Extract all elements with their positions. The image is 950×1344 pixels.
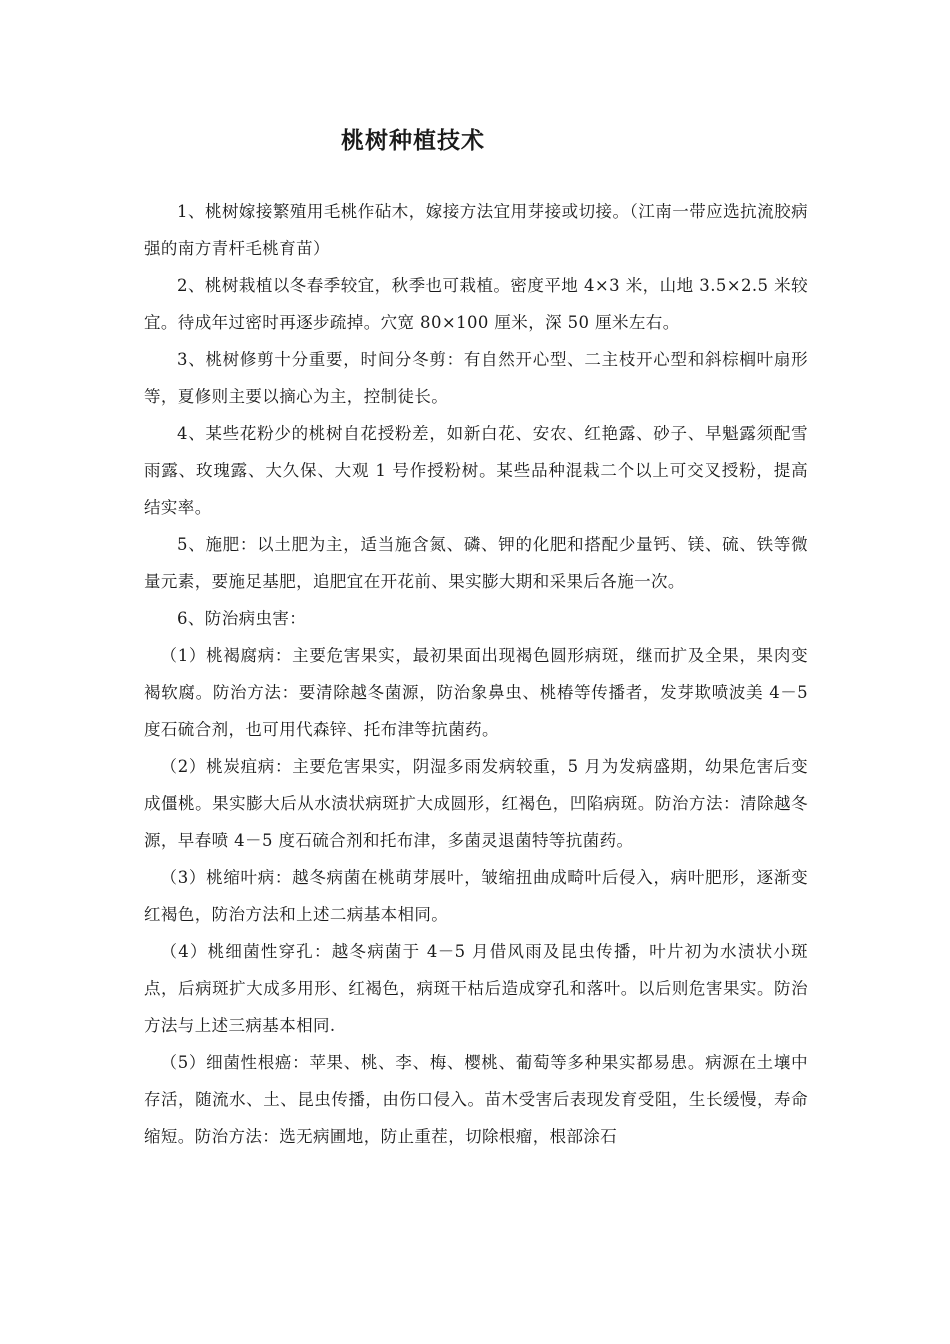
paragraph-pest-control-heading: 6、防治病虫害： bbox=[177, 609, 307, 628]
paragraph-planting: 2、桃树栽植以冬春季较宜，秋季也可栽植。密度平地 4×3 米，山地 3.5×2.5 米较宜。待成年过密时再逐步疏掉。穴宽 80×100 厘米，深 50 厘米左右。 bbox=[144, 276, 808, 332]
paragraph-brown-rot: （1）桃褐腐病：主要危害果实，最初果面出现褐色圆形病斑，继而扩及全果，果肉变褐软腐。防治方法：要清除越冬菌源，防治象鼻虫、桃椿等传播者，发芽欺喷波美 4－5 度石硫合剂，也可用代森锌、托布津等抗菌药。 bbox=[144, 646, 808, 739]
paragraph-grafting: 1、桃树嫁接繁殖用毛桃作砧木，嫁接方法宜用芽接或切接。（江南一带应选抗流胶病强的南方青杆毛桃育苗） bbox=[144, 202, 808, 258]
paragraph-anthracnose: （2）桃炭疽病：主要危害果实，阴湿多雨发病较重，5 月为发病盛期，幼果危害后变成僵桃。果实膨大后从水渍状病斑扩大成圆形，红褐色，凹陷病斑。防治方法：清除越冬源，早春喷 4－5 度石硫合剂和托布津，多菌灵退菌特等抗菌药。 bbox=[144, 757, 808, 850]
paragraph-crown-gall: （5）细菌性根癌：苹果、桃、李、梅、樱桃、葡萄等多种果实都易患。病源在土壤中存活，随流水、土、昆虫传播，由伤口侵入。苗木受害后表现发育受阻，生长缓慢，寿命缩短。防治方法：选无病圃地，防止重茬，切除根瘤，根部涂石 bbox=[144, 1053, 808, 1146]
paragraph-pollination: 4、某些花粉少的桃树自花授粉差，如新白花、安农、红艳露、砂子、早魁露须配雪雨露、玫瑰露、大久保、大观 1 号作授粉树。某些品种混栽二个以上可交叉授粉，提高结实率。 bbox=[144, 424, 808, 517]
document-body bbox=[144, 193, 808, 1155]
paragraph-pruning: 3、桃树修剪十分重要，时间分冬剪：有自然开心型、二主枝开心型和斜棕榈叶扇形等，夏修则主要以摘心为主，控制徒长。 bbox=[144, 350, 808, 406]
document-title: 桃树种植技术 bbox=[341, 127, 485, 154]
paragraph-fertilizing: 5、施肥：以土肥为主，适当施含氮、磷、钾的化肥和搭配少量钙、镁、硫、铁等微量元素，要施足基肥，追肥宜在开花前、果实膨大期和采果后各施一次。 bbox=[144, 535, 808, 591]
paragraph-leaf-curl: （3）桃缩叶病：越冬病菌在桃萌芽展叶，皱缩扭曲成畸叶后侵入，病叶肥形，逐渐变红褐色，防治方法和上述二病基本相同。 bbox=[144, 868, 808, 924]
paragraph-bacterial-shot-hole: （4）桃细菌性穿孔：越冬病菌于 4－5 月借风雨及昆虫传播，叶片初为水渍状小斑点，后病斑扩大成多用形、红褐色，病斑干枯后造成穿孔和落叶。以后则危害果实。防治方法与上述三病基本相同. bbox=[144, 942, 808, 1035]
